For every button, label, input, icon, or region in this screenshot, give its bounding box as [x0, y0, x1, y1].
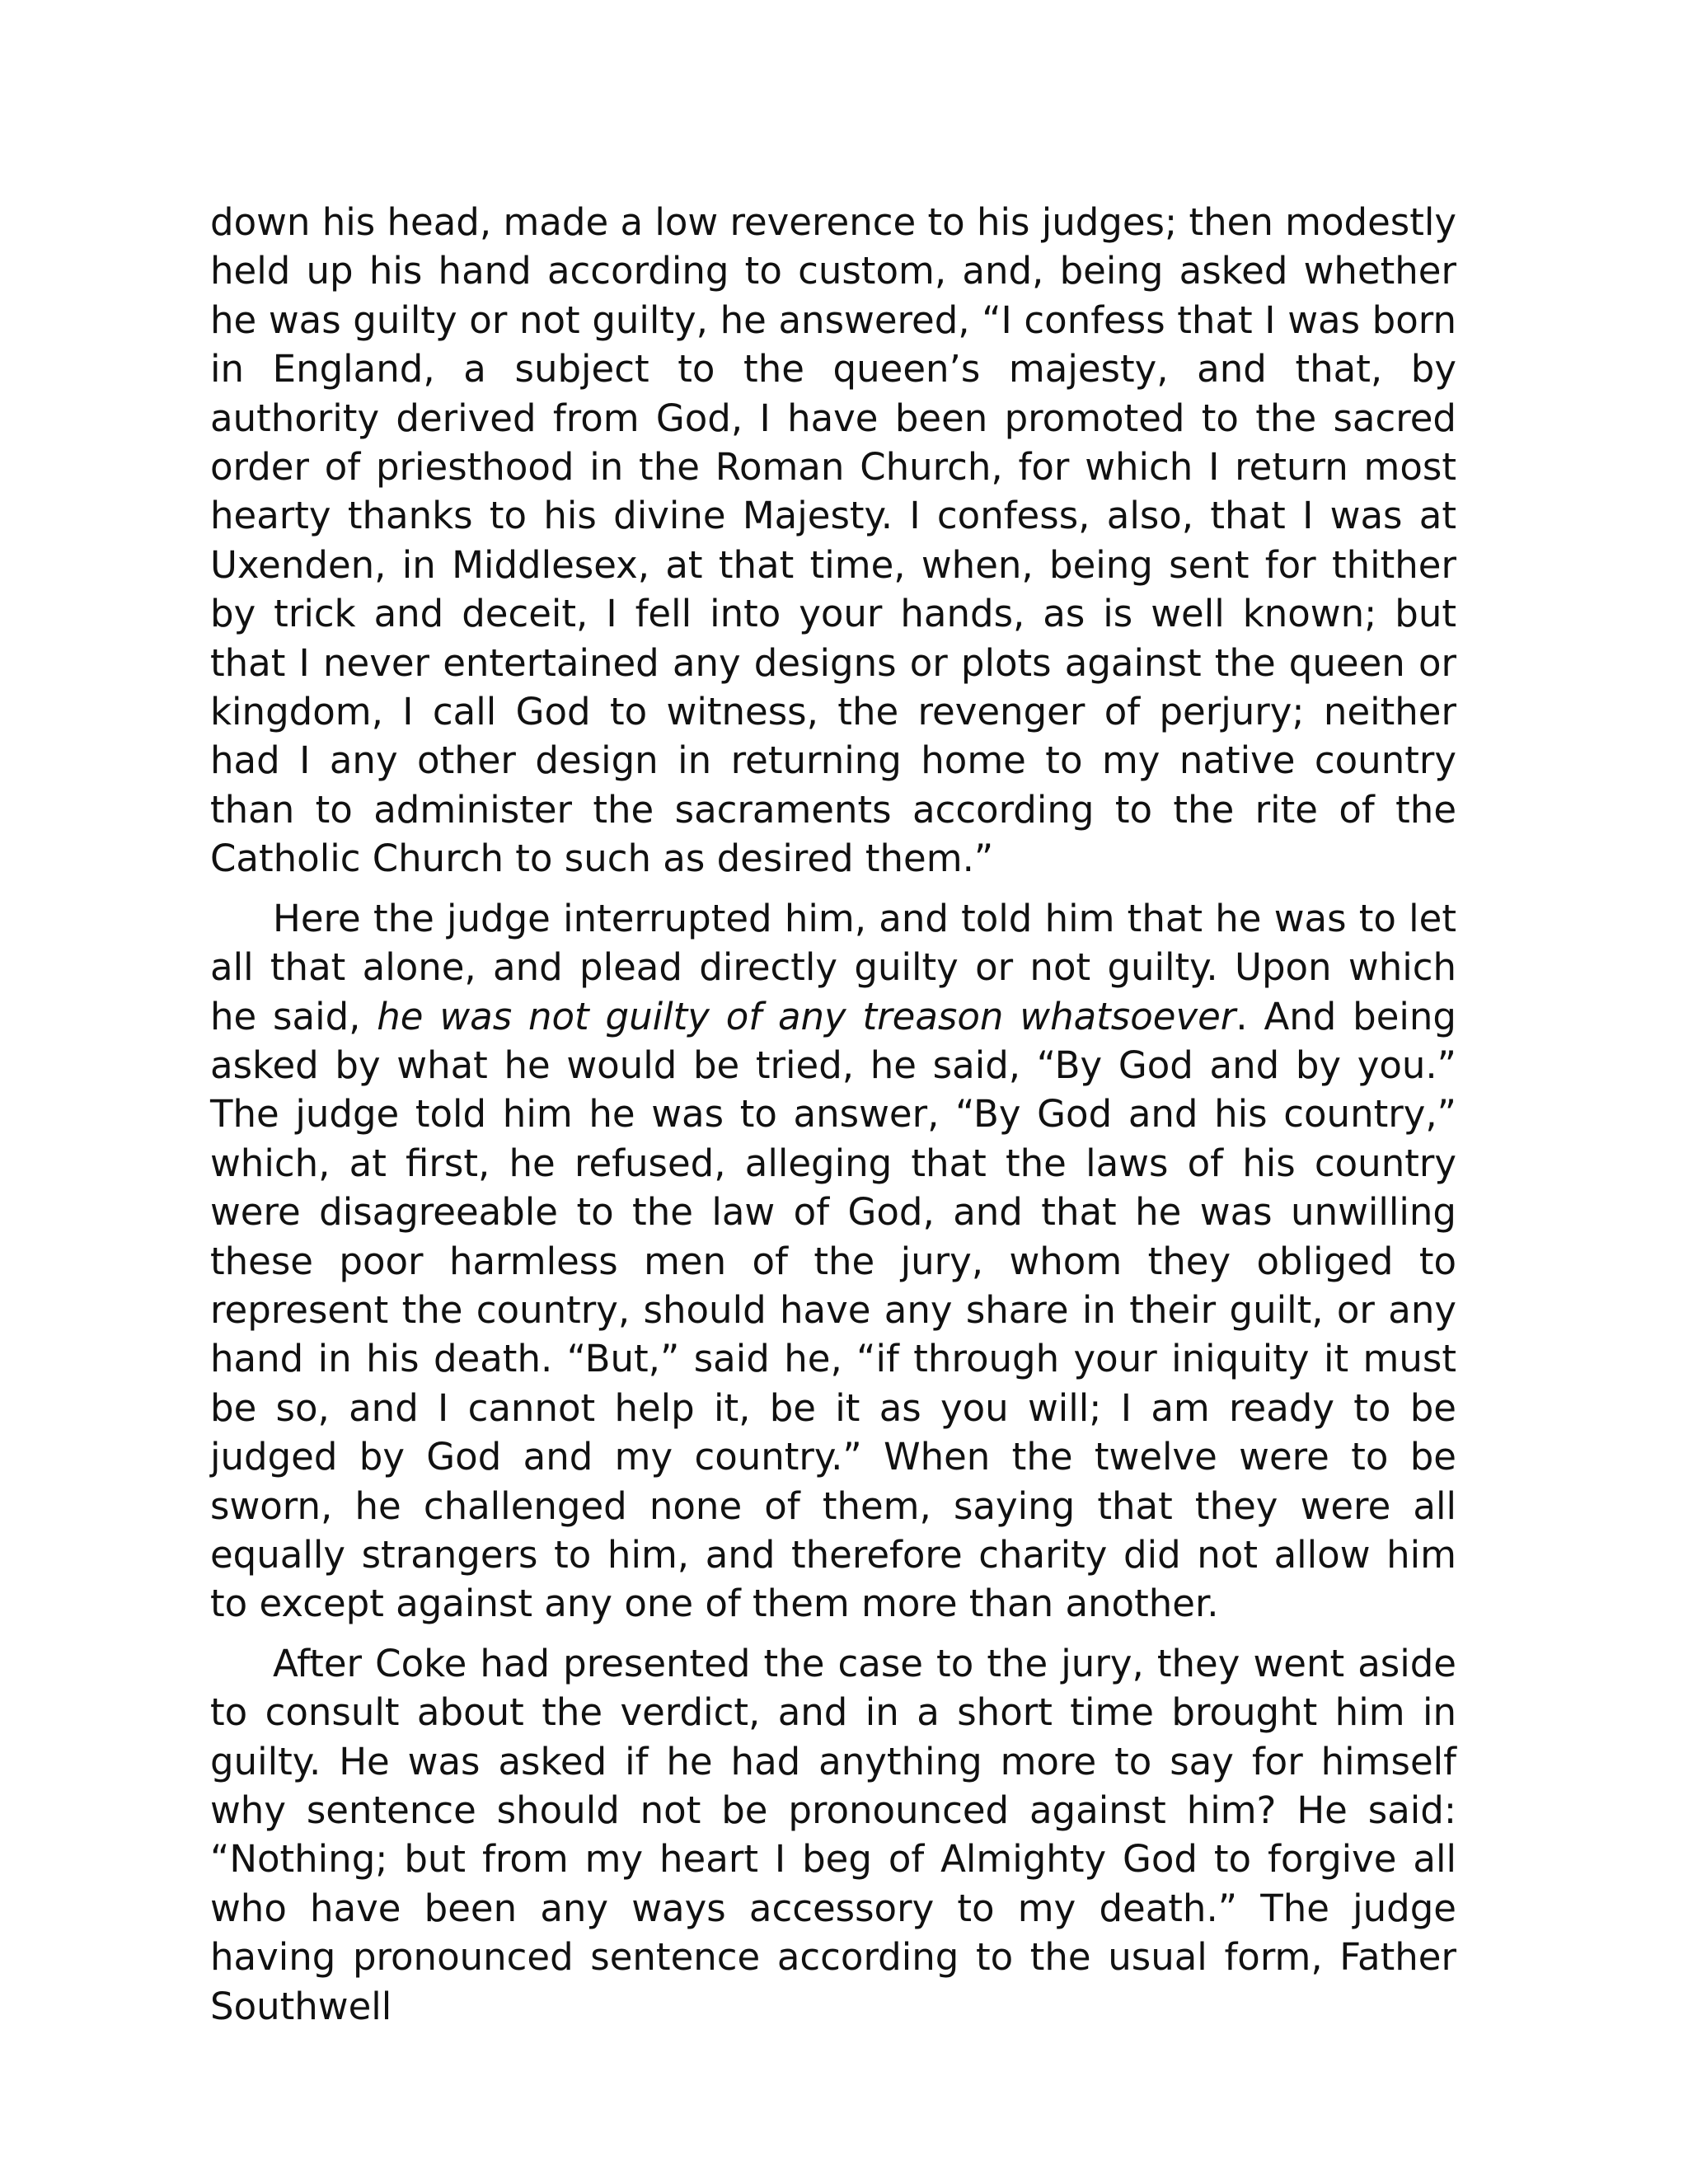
paragraph-3	[210, 1639, 1456, 2031]
paragraph-2-text-end: . And being asked by what he would be tried, he said, “By God and by you.” The judge told him he was to answer, “By God and his country,” which, at first, he refused, alleging that the laws of his country were disagreeable to the law of God, and that he was unwilling these poor harmless men of the jury, whom they obliged to represent the country, should have any share in their guilt, or any hand in his death. “But,” said he, “if through your iniquity it must be so, and I cannot help it, be it as you will; I am ready to be judged by God and my country.” When the twelve were to be sworn, he challenged none of them, saying that they were all equally strangers to him, and therefore charity did not allow him to except against any one of them more than another.	[210, 994, 1456, 1626]
paragraph-2-text-start: Here the judge interrupted him, and told him that he was to let all that alone, and plead directly guilty or not guilty. Upon which he said,	[210, 896, 1456, 1038]
paragraph-2	[210, 894, 1456, 1629]
paragraph-3-text: After Coke had presented the case to the jury, they went aside to consult about the verdict, and in a short time brought him in guilty. He was asked if he had anything more to say for himself why sentence should not be pronounced against him? He said: “Nothing; but from my heart I beg of Almighty God to forgive all who have been any ways accessory to my death.” The judge having pronounced sentence according to the usual form, Father Southwell	[210, 1641, 1456, 2028]
page-body	[210, 198, 1456, 2031]
paragraph-2-italic-phrase: he was not guilty of any treason whatsoever	[377, 994, 1236, 1038]
paragraph-1	[210, 198, 1456, 883]
paragraph-1-text: down his head, made a low reverence to his judges; then modestly held up his hand according to custom, and, being asked whether he was guilty or not guilty, he answered, “I confess that I was born in England, a subject to the queen’s majesty, and that, by authority derived from God, I have been promoted to the sacred order of priesthood in the Roman Church, for which I return most hearty thanks to his divine Majesty. I confess, also, that I was at Uxenden, in Middlesex, at that time, when, being sent for thither by trick and deceit, I fell into your hands, as is well known; but that I never entertained any designs or plots against the queen or kingdom, I call God to witness, the revenger of perjury; neither had I any other design in returning home to my native country than to administer the sacraments according to the rite of the Catholic Church to such as desired them.”	[210, 200, 1456, 881]
